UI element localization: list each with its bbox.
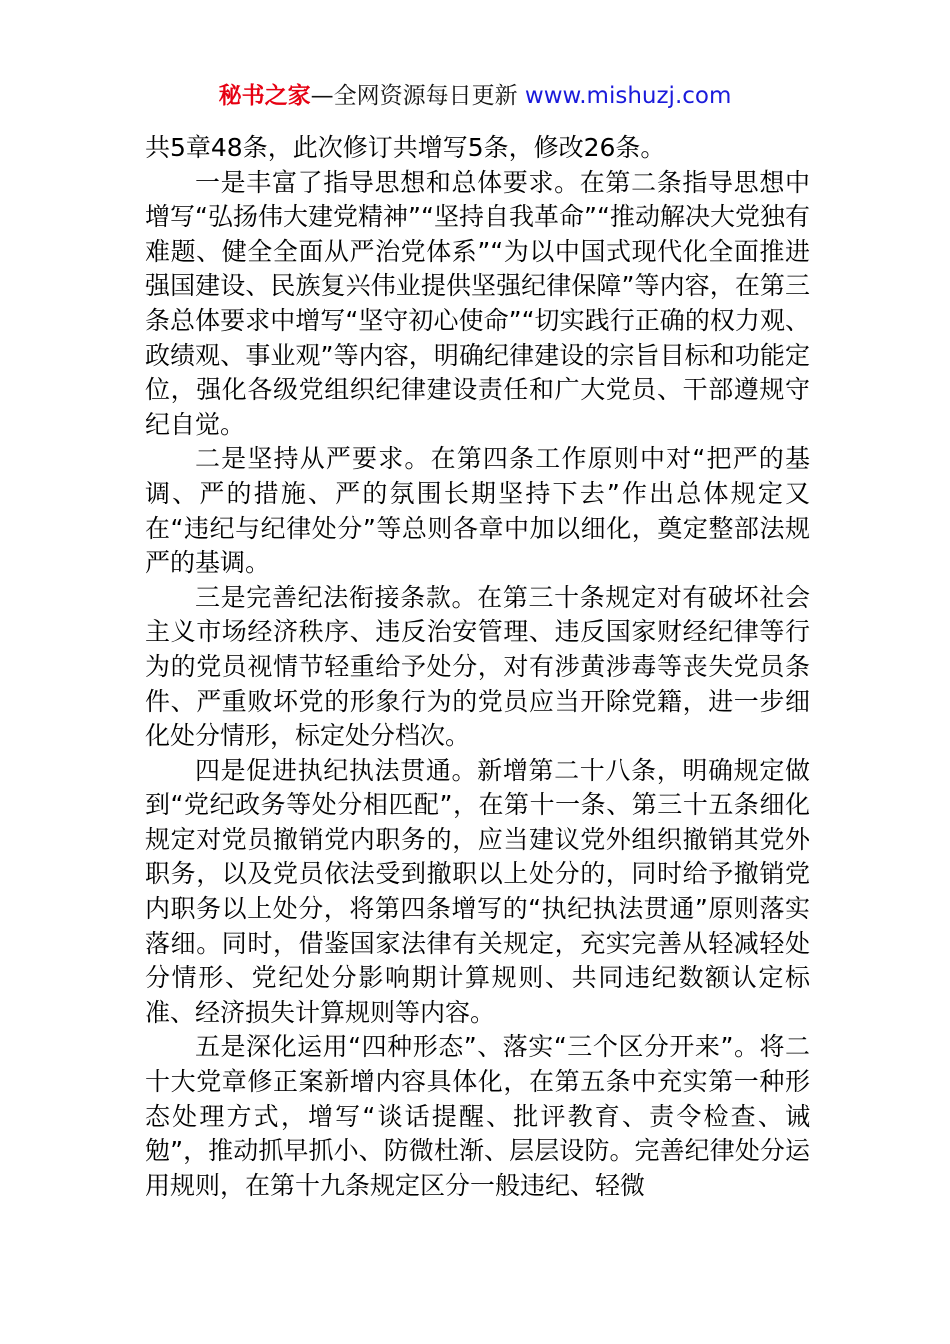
document-body bbox=[145, 131, 810, 1203]
paragraph-continuation: 共5章48条，此次修订共增写5条，修改26条。 bbox=[145, 133, 666, 162]
paragraph-strict-requirements: 二是坚持从严要求。在第四条工作原则中对“把严的基调、严的措施、严的氛围长期坚持下去”作出总体规定又在“违纪与纪律处分”等总则各章中加以细化，奠定整部法规严的基调。 bbox=[145, 444, 810, 578]
site-header bbox=[0, 80, 950, 112]
site-url-link[interactable]: www.mishuzj.com bbox=[524, 83, 732, 109]
paragraph-enforcement-integration: 四是促进执纪执法贯通。新增第二十八条，明确规定做到“党纪政务等处分相匹配”，在第十一条、第三十五条细化规定对党员撤销党内职务的，应当建议党外组织撤销其党外职务，以及党员依法受到撤职以上处分的，同时给予撤销党内职务以上处分，将第四条增写的“执纪执法贯通”原则落实落细。同时，借鉴国家法律有关规定，充实完善从轻减轻处分情形、党纪处分影响期计算规则、共同违纪数额认定标准、经济损失计算规则等内容。 bbox=[145, 755, 810, 1027]
paragraph-law-linkage: 三是完善纪法衔接条款。在第三十条规定对有破坏社会主义市场经济秩序、违反治安管理、违反国家财经纪律等行为的党员视情节轻重给予处分，对有涉黄涉毒等丧失党员条件、严重败坏党的形象行为的党员应当开除党籍，进一步细化处分情形，标定处分档次。 bbox=[145, 582, 810, 751]
site-tagline: —全网资源每日更新 bbox=[310, 83, 518, 109]
paragraph-guiding-thought: 一是丰富了指导思想和总体要求。在第二条指导思想中增写“弘扬伟大建党精神”“坚持自我革命”“推动解决大党独有难题、健全全面从严治党体系”“为以中国式现代化全面推进强国建设、民族复兴伟业提供坚强纪律保障”等内容，在第三条总体要求中增写“坚守初心使命”“切实践行正确的权力观、政绩观、事业观”等内容，明确纪律建设的宗旨目标和功能定位，强化各级党组织纪律建设责任和广大党员、干部遵规守纪自觉。 bbox=[145, 167, 810, 439]
paragraph-four-forms: 五是深化运用“四种形态”、落实“三个区分开来”。将二十大党章修正案新增内容具体化，在第五条中充实第一种形态处理方式，增写“谈话提醒、批评教育、责令检查、诫勉”，推动抓早抓小、防微杜渐、层层设防。完善纪律处分运用规则，在第十九条规定区分一般违纪、轻微 bbox=[145, 1032, 810, 1200]
site-brand: 秘书之家 bbox=[218, 83, 311, 109]
